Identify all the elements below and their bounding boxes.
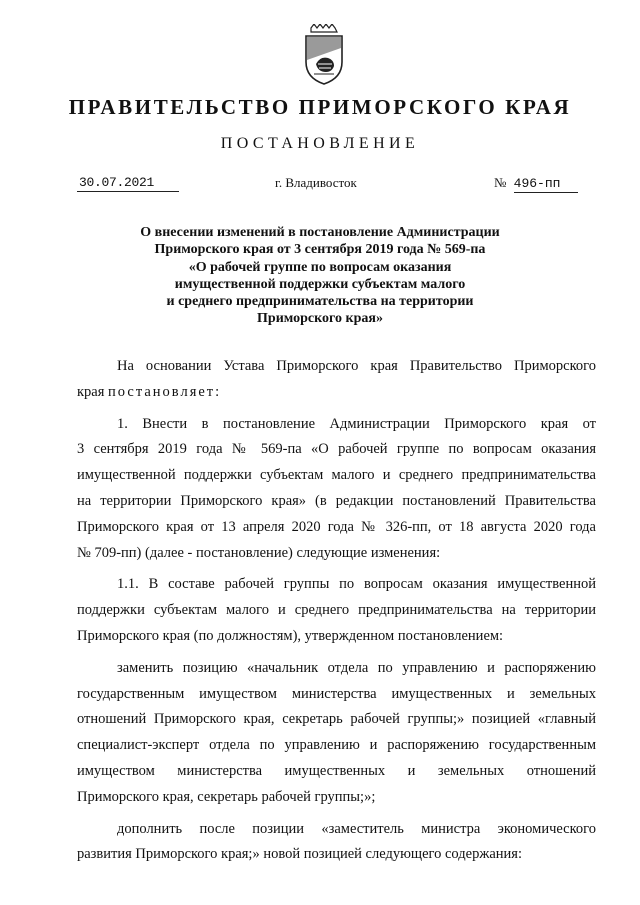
document-type: ПОСТАНОВЛЕНИЕ [220,135,420,152]
paragraph-item-1 [77,412,596,567]
text-fragment: края [77,383,105,400]
decree-word: постановляет: [108,383,222,400]
text-line: 3 сентября 2019 года № 569-па «О рабочей группе по вопросам оказания [77,441,596,458]
paragraph-basis [77,354,596,406]
text-line: имущественной поддержки субъектам малого и среднего предпринимательства [77,467,596,484]
title-line: и среднего предпринимательства на территории [166,294,474,310]
text-line: На основании Устава Приморского края Правительство Приморского [117,358,596,374]
text-line: Приморского края (по должностям), утвержденном постановлением: [77,627,504,644]
text-line: имуществом министерства имущественных и земельных отношений [77,762,596,779]
document-city: г. Владивосток [275,175,357,190]
text-line: государственным имуществом министерства имущественных и земельных [77,685,596,702]
text-line: развития Приморского края;» новой позицией следующего содержания: [77,846,522,863]
text-line: заменить позицию «начальник отдела по управлению и распоряжению [117,659,596,676]
paragraph-replace-position [77,656,596,811]
government-name: ПРАВИТЕЛЬСТВО ПРИМОРСКОГО КРАЯ [68,95,572,119]
text-line: Приморского края от 13 апреля 2020 года № 326-пп, от 18 августа 2020 года [77,518,596,535]
title-line: О внесении изменений в постановление Администрации [140,225,500,240]
text-line: на территории Приморского края» (в редакции постановлений Правительства [77,492,596,509]
document-date: 30.07.2021 [77,175,179,192]
text-line: поддержки субъектам малого и среднего предпринимательства на территории [77,602,596,619]
number-label: № [494,175,507,190]
document-title [80,224,560,328]
title-line: Приморского края» [257,311,383,327]
paragraph-item-1-1 [77,572,596,649]
text-line: 1.1. В составе рабочей группы по вопросам оказания имущественной [117,576,596,593]
document-number: 496-пп [514,176,578,193]
title-line: Приморского края от 3 сентября 2019 года № 569-па [154,242,486,258]
text-line: № 709-пп) (далее - постановление) следующие изменения: [77,544,441,561]
text-line: Приморского края, секретарь рабочей группы;»; [77,788,376,805]
text-line: отношений Приморского края, секретарь рабочей группы;» позицией «главный [77,711,596,728]
text-line [77,380,596,406]
document-body [77,354,596,868]
title-line: имущественной поддержки субъектам малого [174,276,466,292]
title-line: «О рабочей группе по вопросам оказания [188,259,452,275]
document-number-block [494,175,578,193]
coat-of-arms-emblem-icon [302,24,346,86]
text-line: дополнить после позиции «заместитель министра экономического [117,820,596,837]
paragraph-add-position [77,817,596,869]
text-line: специалист-эксперт отдела по управлению и распоряжению государственным [77,737,596,754]
text-line: 1. Внести в постановление Администрации Приморского края от [117,415,596,432]
